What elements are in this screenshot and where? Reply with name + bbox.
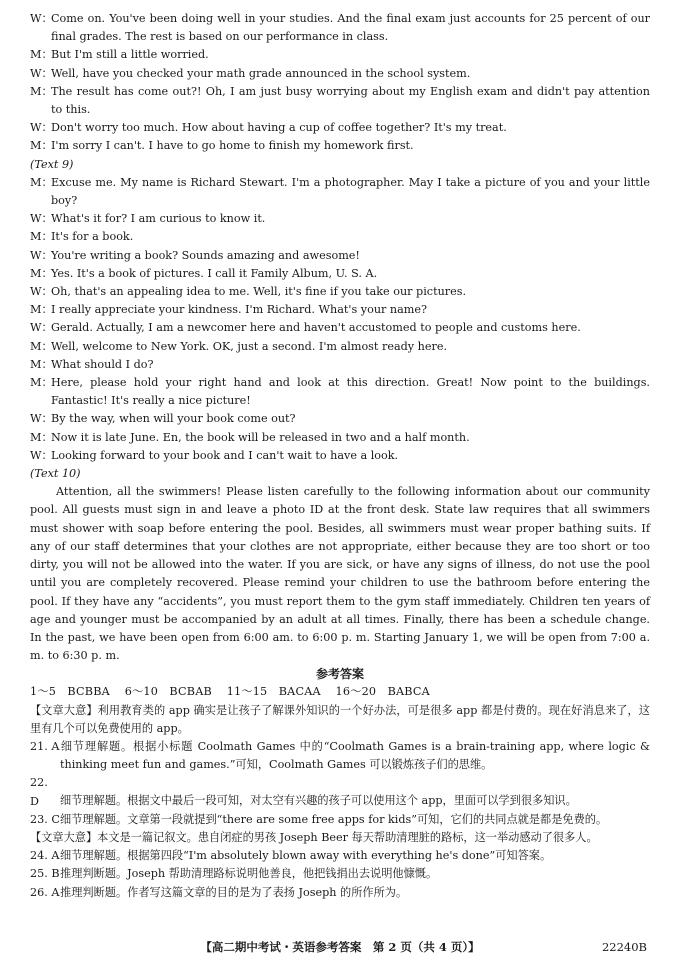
text10-label: (Text 10): [30, 467, 81, 481]
dialogue-line: [30, 46, 650, 64]
dialogue-text9: [30, 174, 650, 465]
explanation-text: 细节理解题。根据第四段“I'm absolutely blown away with everything he's done”可知答案。: [60, 849, 552, 863]
answer-explanation: [30, 847, 650, 865]
dialogue-line: [30, 174, 650, 210]
speaker: W：: [30, 66, 53, 80]
speaker: M：: [30, 175, 53, 189]
explanation-text: 细节理解题。文章第一段就提到“there are some free apps for kids”可知，它们的共同点就是都是免费的。: [60, 812, 608, 826]
dialogue-line: [30, 83, 650, 119]
speaker: M：: [30, 430, 53, 444]
dialogue-line: [30, 119, 650, 137]
utterance: Yes. It's a book of pictures. I call it Family Album, U. S. A.: [51, 266, 378, 280]
page-footer: [0, 937, 677, 957]
speaker: W：: [30, 12, 53, 25]
speaker: W：: [30, 212, 53, 226]
speaker: M：: [30, 48, 53, 62]
dialogue-line: [30, 283, 650, 301]
utterance: Excuse me. My name is Richard Stewart. I'm a photographer. May I take a picture of you and your little boy?: [51, 175, 650, 208]
text10-paragraph: Attention, all the swimmers! Please listen carefully to the following information about our community pool. All guests must sign in and leave a photo ID at the front desk. State law requires that all swimmers must shower with soap before entering the pool. Besides, all swimmers must wear proper bathing suits. If any of our staff determines that your clothes are not appropriate, either because they are too short or too dirty, you will not be allowed into the water. If you are sick, or have any signs of illness, do not use the pool until you are completely recovered. Please remind your children to use the bathroom before entering the pool. If they have any “accidents”, you must report them to the gym staff immediately. Children ten years of age and younger must be accompanied by an adult at all times. Finally, there has been a schedule change. In the past, we have been open from 6:00 am. to 6:00 p. m. Starting January 1, we will be open from 7:00 a. m. to 6:30 p. m.: [30, 485, 650, 663]
footer-title: 【高二期中考试・英语参考答案 第 2 页（共 4 页）】: [200, 940, 480, 954]
utterance: Well, have you checked your math grade announced in the school system.: [51, 66, 471, 80]
utterance: What should I do?: [51, 357, 154, 371]
explanation-text: 细节理解题。根据文中最后一段可知，对太空有兴趣的孩子可以使用这个 app，里面可以学到很多知识。: [60, 794, 577, 808]
answer-explanation: [30, 884, 650, 902]
speaker: M：: [30, 84, 53, 98]
utterance: It's for a book.: [51, 230, 134, 244]
answer-number: 25. B: [30, 867, 60, 881]
utterance: Oh, that's an appealing idea to me. Well, it's fine if you take our pictures.: [51, 285, 467, 299]
passage-summary: 【文章大意】本文是一篇记叙文。患自闭症的男孩 Joseph Beer 每天帮助清理脏的路标，这一举动感动了很多人。: [30, 830, 598, 844]
explanation-text: 细节理解题。根据小标题 Coolmath Games 中的“Coolmath Games is a brain-training app, where logic & thinking meet fun and games.”可知，Coolmath Games 可以锻炼孩子们的思维。: [60, 739, 650, 772]
page-content: [30, 10, 650, 902]
answer-explanation: [30, 811, 650, 829]
dialogue-text8-end: [30, 10, 650, 156]
answer-number: 24. A: [30, 849, 60, 863]
utterance: Don't worry too much. How about having a cup of coffee together? It's my treat.: [51, 121, 507, 135]
utterance: I'm sorry I can't. I have to go home to finish my homework first.: [51, 139, 414, 153]
answer-number: 26. A: [30, 885, 60, 899]
speaker: M：: [30, 357, 53, 371]
answer-row: [30, 683, 650, 701]
answer-number: 23. C: [30, 812, 60, 826]
utterance: Well, welcome to New York. OK, just a second. I'm almost ready here.: [51, 339, 448, 353]
answer-group: 1～5 BCBBA: [30, 685, 110, 699]
dialogue-line: [30, 247, 650, 265]
utterance: You're writing a book? Sounds amazing and awesome!: [51, 248, 360, 262]
speaker: M：: [30, 230, 53, 244]
dialogue-line: [30, 65, 650, 83]
speaker: W：: [30, 285, 53, 299]
footer-code: 22240B: [601, 940, 647, 954]
dialogue-line: [30, 447, 650, 465]
dialogue-line: [30, 319, 650, 337]
answer-number: 21. A: [30, 739, 60, 753]
answer-explanation: [30, 738, 650, 774]
utterance: Looking forward to your book and I can't wait to have a look.: [51, 448, 399, 462]
speaker: M：: [30, 376, 53, 390]
speaker: W：: [30, 448, 53, 462]
utterance: Come on. You've been doing well in your studies. And the final exam just accounts for 25 percent of our final grades. The rest is based on our performance in class.: [51, 12, 650, 44]
speaker: W：: [30, 121, 53, 135]
answer-number: 22. D: [30, 776, 48, 808]
dialogue-line: [30, 338, 650, 356]
speaker: M：: [30, 139, 53, 153]
utterance: Gerald. Actually, I am a newcomer here and haven't accustomed to people and customs here.: [51, 321, 581, 335]
utterance: But I'm still a little worried.: [51, 48, 209, 62]
utterance: What's it for? I am curious to know it.: [51, 212, 266, 226]
utterance: I really appreciate your kindness. I'm Richard. What's your name?: [51, 303, 428, 317]
utterance: The result has come out?! Oh, I am just busy worrying about my English exam and didn't pay attention to this.: [51, 84, 650, 117]
answer-explanation: [30, 865, 650, 883]
passage-summary: 【文章大意】利用教育类的 app 确实是让孩子了解课外知识的一个好办法，可是很多 app 都是付费的。现在好消息来了，这里有几个可以免费使用的 app。: [30, 703, 650, 735]
answer-group: 16～20 BABCA: [335, 685, 430, 699]
answer-explanation: [30, 774, 650, 810]
speaker: M：: [30, 339, 53, 353]
speaker: M：: [30, 266, 53, 280]
utterance: By the way, when will your book come out?: [51, 412, 296, 426]
speaker: M：: [30, 303, 53, 317]
dialogue-line: [30, 228, 650, 246]
dialogue-line: [30, 429, 650, 447]
explanation-text: 推理判断题。作者写这篇文章的目的是为了表扬 Joseph 的所作所为。: [60, 885, 408, 899]
dialogue-line: [30, 137, 650, 155]
dialogue-line: [30, 356, 650, 374]
dialogue-line: [30, 410, 650, 428]
dialogue-line: [30, 301, 650, 319]
speaker: W：: [30, 321, 53, 335]
explanation-text: 推理判断题。Joseph 帮助清理路标说明他善良，他把钱捐出去说明他慷慨。: [60, 867, 438, 881]
speaker: W：: [30, 248, 53, 262]
dialogue-line: [30, 210, 650, 228]
answer-group: 6～10 BCBAB: [124, 685, 212, 699]
dialogue-line: [30, 374, 650, 410]
speaker: W：: [30, 412, 53, 426]
utterance: Now it is late June. En, the book will be released in two and a half month.: [51, 430, 470, 444]
dialogue-line: [30, 265, 650, 283]
answer-heading: 参考答案: [315, 667, 364, 682]
answer-group: 11～15 BACAA: [226, 685, 321, 699]
text9-label: (Text 9): [30, 157, 74, 171]
utterance: Here, please hold your right hand and look at this direction. Great! Now point to the buildings. Fantastic! It's really a nice picture!: [51, 376, 650, 408]
dialogue-line: [30, 10, 650, 46]
